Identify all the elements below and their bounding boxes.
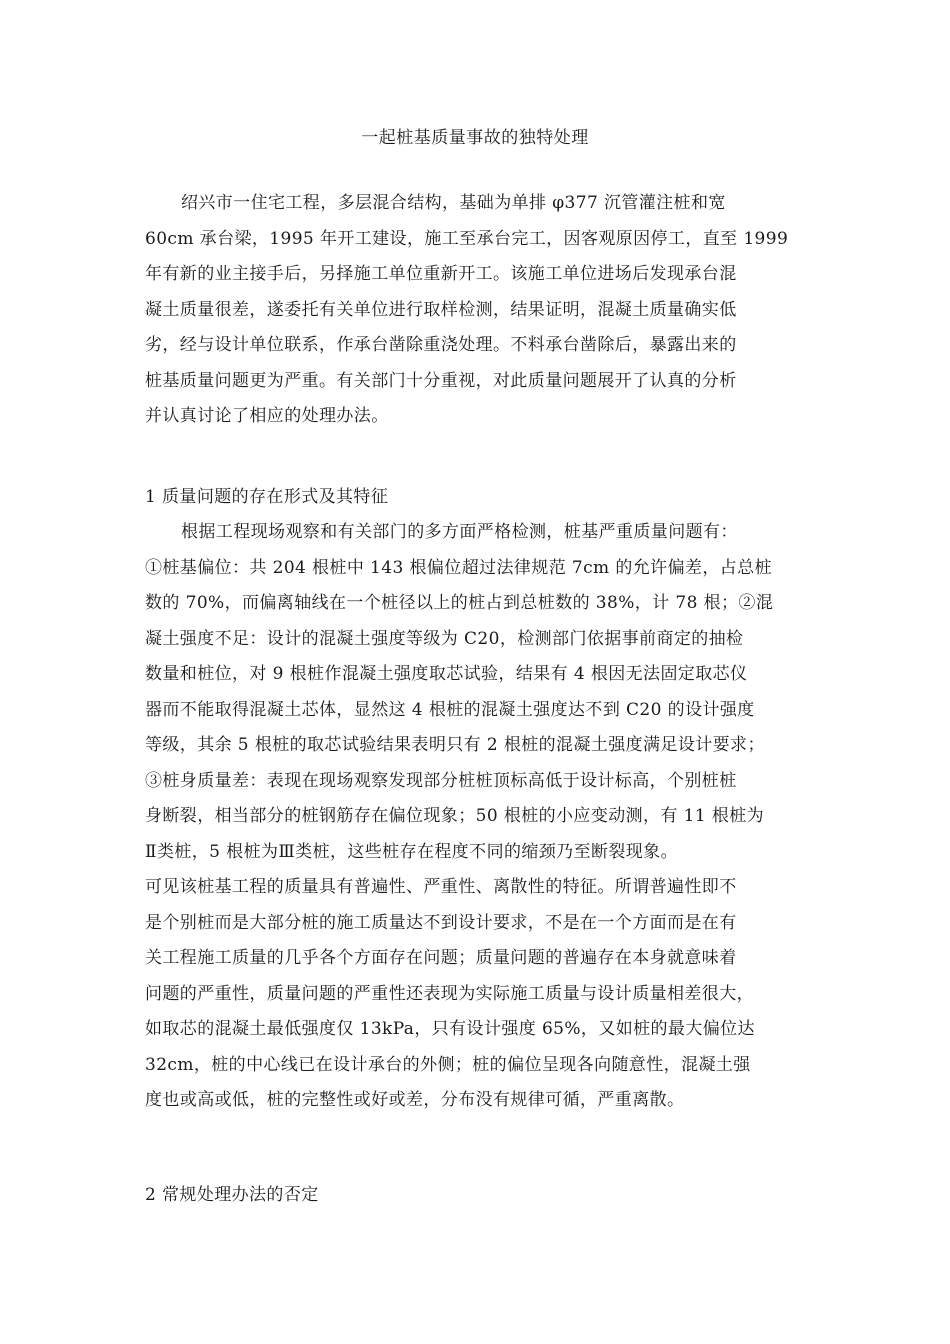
- paragraph-line: 如取芯的混凝土最低强度仅 13kPa，只有设计强度 65%，又如桩的最大偏位达: [145, 1019, 755, 1039]
- section-heading: 2 常规处理办法的否定: [145, 1185, 319, 1205]
- paragraph-line: 凝土强度不足：设计的混凝土强度等级为 C20，检测部门依据事前商定的抽检: [145, 628, 744, 649]
- paragraph-line: 根据工程现场观察和有关部门的多方面严格检测，桩基严重质量问题有：: [181, 522, 738, 542]
- paragraph-line: 器而不能取得混凝土芯体，显然这 4 根桩的混凝土强度达不到 C20 的设计强度: [145, 699, 755, 720]
- section1-body: [145, 515, 825, 1119]
- paragraph-line: 数的 70%，而偏离轴线在一个桩径以上的桩占到总桩数的 38%，计 78 根；②混: [145, 593, 774, 613]
- paragraph-line: 问题的严重性，质量问题的严重性还表现为实际施工质量与设计质量相差很大，: [145, 983, 754, 1004]
- paragraph-line: ③桩身质量差：表现在现场观察发现部分桩桩顶标高低于设计标高，个别桩桩: [145, 770, 737, 791]
- paragraph-line: 是个别桩而是大部分桩的施工质量达不到设计要求，不是在一个方面而是在有: [145, 912, 737, 933]
- section-heading: 1 质量问题的存在形式及其特征: [145, 487, 389, 507]
- section-heading-1: [145, 480, 825, 516]
- paragraph-line: 身断裂，相当部分的桩钢筋存在偏位现象；50 根桩的小应变动测，有 11 根桩为: [145, 806, 765, 826]
- paragraph-line: 劣，经与设计单位联系，作承台凿除重浇处理。不料承台凿除后，暴露出来的: [145, 335, 737, 355]
- paragraph-line: Ⅱ类桩，5 根桩为Ⅲ类桩，这些桩存在程度不同的缩颈乃至断裂现象。: [145, 841, 678, 862]
- paragraph-line: 凝土质量很差，遂委托有关单位进行取样检测，结果证明，混凝土质量确实低: [145, 299, 737, 320]
- document-title: 一起桩基质量事故的独特处理: [361, 128, 589, 148]
- paragraph-line: 绍兴市一住宅工程，多层混合结构，基础为单排 φ377 沉管灌注桩和宽: [181, 193, 726, 213]
- paragraph-line: 60cm 承台梁，1995 年开工建设，施工至承台完工，因客观原因停工，直至 1999: [145, 228, 789, 249]
- paragraph-line: 桩基质量问题更为严重。有关部门十分重视，对此质量问题展开了认真的分析: [145, 370, 737, 391]
- paragraph-line: 关工程施工质量的几乎各个方面存在问题；质量问题的普遍存在本身就意味着: [145, 948, 737, 968]
- intro-paragraph: [145, 186, 825, 435]
- paragraph-line: 度也或高或低，桩的完整性或好或差，分布没有规律可循，严重离散。: [145, 1090, 685, 1110]
- paragraph-line: 可见该桩基工程的质量具有普遍性、严重性、离散性的特征。所谓普遍性即不: [145, 877, 737, 897]
- section-heading-2: [145, 1178, 825, 1214]
- paragraph-line: 等级，其余 5 根桩的取芯试验结果表明只有 2 根桩的混凝土强度满足设计要求；: [145, 735, 765, 755]
- paragraph-line: 年有新的业主接手后，另择施工单位重新开工。该施工单位进场后发现承台混: [145, 264, 737, 284]
- paragraph-line: 数量和桩位，对 9 根桩作混凝土强度取芯试验，结果有 4 根因无法固定取芯仪: [145, 664, 748, 684]
- paragraph-line: 并认真讨论了相应的处理办法。: [145, 406, 389, 426]
- paragraph-line: 32cm，桩的中心线已在设计承台的外侧；桩的偏位呈现各向随意性，混凝土强: [145, 1054, 751, 1075]
- paragraph-line: ①桩基偏位：共 204 根桩中 143 根偏位超过法律规范 7cm 的允许偏差，占总桩: [145, 557, 772, 578]
